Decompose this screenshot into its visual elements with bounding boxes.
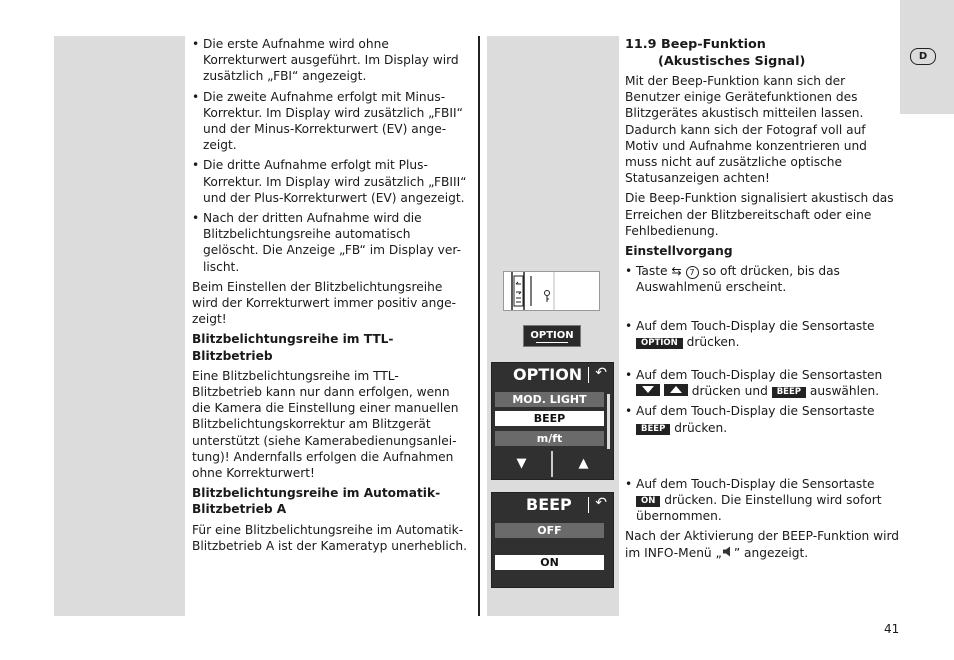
up-arrow-button[interactable]: ▲ bbox=[578, 456, 589, 471]
right-column bbox=[625, 36, 900, 565]
option-button-label: OPTION bbox=[530, 330, 574, 341]
step-item: • Auf dem Touch-Display die Sensortaste BEEP drücken. bbox=[625, 403, 900, 435]
subheading: Blitzbelichtungsreihe im Automatik-Blitzbetrieb A bbox=[192, 486, 441, 517]
bullet-list bbox=[192, 36, 468, 275]
section-title-line2: (Akustisches Signal) bbox=[658, 54, 806, 69]
section-title bbox=[625, 36, 900, 70]
bullet-item: • Die erste Aufnahme wird ohne Korrekturwert ausgeführt. Im Display wird zusätzlich „FBI“ angezeigt. bbox=[192, 36, 468, 85]
language-badge: D bbox=[910, 48, 936, 65]
down-triangle-icon bbox=[636, 384, 660, 396]
on-tag: ON bbox=[636, 496, 660, 507]
back-arrow-icon[interactable]: ↶ bbox=[595, 495, 607, 511]
step-list bbox=[625, 263, 900, 524]
step-item: • Auf dem Touch-Display die Sensortasten drücken und BEEP auswählen. bbox=[625, 367, 900, 399]
back-arrow-icon[interactable]: ↶ bbox=[595, 365, 607, 381]
step-item: • Auf dem Touch-Display die Sensortaste ON drücken. Die Einstellung wird sofort übernommen. bbox=[625, 476, 900, 525]
paragraph: Eine Blitzbelichtungsreihe im TTL-Blitzbetrieb kann nur dann erfolgen, wenn die Kamera die Einstellung einer manuellen Blitzbelichtungskorrektur am Blitzgerät unterstützt (siehe Kamerabedienungsanlei-tung)! Andernfalls erfolgen die Aufnahmen ohne Korrekturwert! bbox=[192, 368, 459, 481]
title-separator bbox=[588, 367, 589, 383]
device-key-icon bbox=[504, 272, 599, 310]
bullet-item: • Die dritte Aufnahme erfolgt mit Plus-Korrektur. Im Display wird zusätzlich „FBIII“ und der Plus-Korrekturwert (EV) angezeigt. bbox=[192, 157, 468, 206]
menu-item-mod-light[interactable]: MOD. LIGHT bbox=[495, 392, 604, 407]
paragraph: Die Beep-Funktion signalisiert akustisch das Erreichen der Blitzbereitschaft oder eine Fehlbedienung. bbox=[625, 191, 894, 238]
bullet-item: • Nach der dritten Aufnahme wird die Blitzbelichtungsreihe automatisch gelöscht. Die Anzeige „FB“ im Display ver-lischt. bbox=[192, 210, 468, 275]
beep-tag: BEEP bbox=[772, 387, 806, 398]
screen-title: BEEP bbox=[526, 495, 572, 514]
bullet-item: • Die zweite Aufnahme erfolgt mit Minus-Korrektur. Im Display wird zusätzlich „FBII“ und der Minus-Korrekturwert (EV) ange-zeigt. bbox=[192, 89, 468, 154]
column-divider bbox=[478, 36, 480, 616]
screen-title: OPTION bbox=[513, 365, 583, 384]
scrollbar[interactable] bbox=[607, 394, 610, 449]
left-column bbox=[192, 36, 468, 558]
subheading: Einstellvorgang bbox=[625, 244, 733, 259]
paragraph: Für eine Blitzbelichtungsreihe im Automatik-Blitzbetrieb A ist der Kameratyp unerheblich. bbox=[192, 522, 468, 553]
menu-item-beep[interactable]: BEEP bbox=[495, 411, 604, 426]
beep-menu-screen bbox=[491, 492, 614, 588]
option-sensor-button[interactable] bbox=[523, 325, 581, 347]
subheading: Blitzbelichtungsreihe im TTL-Blitzbetrieb bbox=[192, 332, 394, 363]
option-tag: OPTION bbox=[636, 338, 683, 349]
underline bbox=[536, 342, 568, 344]
beep-tag: BEEP bbox=[636, 424, 670, 435]
option-menu-screen bbox=[491, 362, 614, 480]
speaker-icon bbox=[722, 546, 734, 560]
up-triangle-icon bbox=[664, 384, 688, 396]
toggle-arrows-icon: ⇆ bbox=[671, 264, 682, 279]
paragraph: Mit der Beep-Funktion kann sich der Benutzer einige Gerätefunktionen des Blitzgerätes akustisch mitteilen lassen. Dadurch kann sich der Fotograf voll auf Motiv und Aufnahme konzentrieren und muss nicht auf zusätzliche optische Statusanzeigen achten! bbox=[625, 74, 867, 186]
step-item: • Auf dem Touch-Display die Sensortaste OPTION drücken. bbox=[625, 318, 900, 350]
page-number: 41 bbox=[884, 622, 900, 636]
paragraph: Beim Einstellen der Blitzbelichtungsreihe wird der Korrekturwert immer positiv ange-zeigt! bbox=[192, 279, 456, 327]
menu-item-off[interactable]: OFF bbox=[495, 523, 604, 538]
left-margin-band bbox=[54, 36, 185, 616]
key-number-badge: 7 bbox=[686, 266, 699, 279]
menu-item-mft[interactable]: m/ft bbox=[495, 431, 604, 446]
device-key-illustration bbox=[503, 271, 600, 311]
paragraph: Nach der Aktivierung der BEEP-Funktion wird im INFO-Menü „ ” angezeigt. bbox=[625, 529, 900, 560]
down-arrow-button[interactable]: ▼ bbox=[516, 456, 527, 471]
section-title-line1: 11.9 Beep-Funktion bbox=[625, 37, 766, 52]
title-separator bbox=[588, 497, 589, 513]
menu-item-on[interactable]: ON bbox=[495, 555, 604, 570]
step-item: • Taste ⇆ 7 so oft drücken, bis das Auswahlmenü erscheint. bbox=[625, 263, 900, 295]
button-separator bbox=[551, 451, 553, 477]
